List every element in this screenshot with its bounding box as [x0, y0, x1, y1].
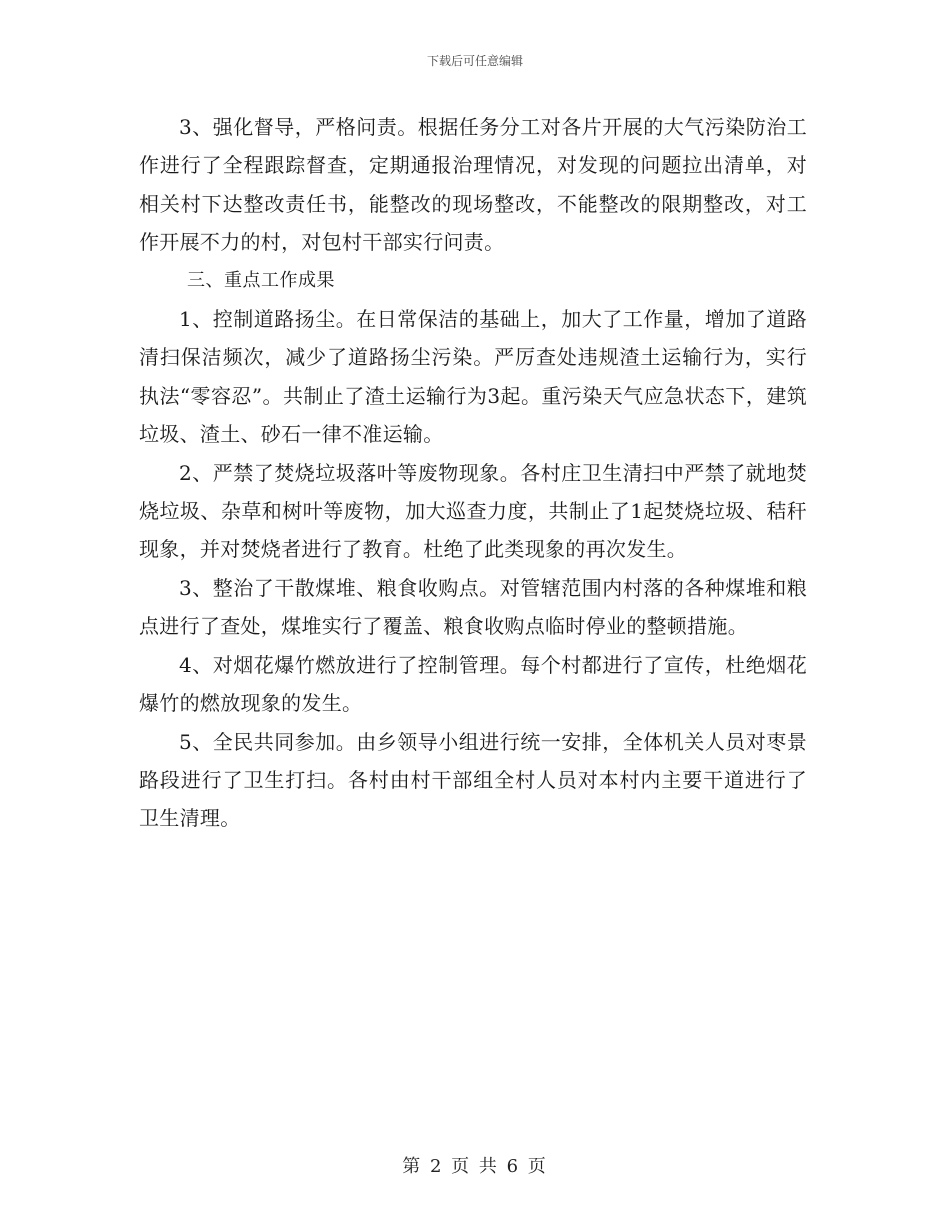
paragraph-3-supervision: 3、强化督导，严格问责。根据任务分工对各片开展的大气污染防治工作进行了全程跟踪督查，定期通报治理情况，对发现的问题拉出清单，对相关村下达整改责任书，能整改的现场整改，不能整改的限期整改，对工作开展不力的村，对包村干部实行问责。	[139, 115, 807, 255]
paragraph-4-fireworks: 4、对烟花爆竹燃放进行了控制管理。每个村都进行了宣传，杜绝烟花爆竹的燃放现象的发生。	[139, 652, 807, 716]
section-heading-key-results: 三、重点工作成果	[187, 269, 335, 291]
page-header: 下载后可任意编辑	[426, 54, 523, 68]
paragraph-2-burning-ban: 2、严禁了焚烧垃圾落叶等废物现象。各村庄卫生清扫中严禁了就地焚烧垃圾、杂草和树叶等废物，加大巡查力度，共制止了1起焚烧垃圾、秸秆现象，并对焚烧者进行了教育。杜绝了此类现象的再次发生。	[139, 460, 807, 562]
document-body	[139, 108, 807, 838]
paragraph-3-coal-grain: 3、整治了干散煤堆、粮食收购点。对管辖范围内村落的各种煤堆和粮点进行了查处，煤堆实行了覆盖、粮食收购点临时停业的整顿措施。	[139, 575, 807, 639]
paragraph-1-road-dust: 1、控制道路扬尘。在日常保洁的基础上，加大了工作量，增加了道路清扫保洁频次，减少了道路扬尘污染。严厉查处违规渣土运输行为，实行执法“零容忍”。共制止了渣土运输行为3起。重污染天气应急状态下，建筑垃圾、渣土、砂石一律不准运输。	[139, 307, 807, 447]
paragraph-5-public-participation: 5、全民共同参加。由乡领导小组进行统一安排，全体机关人员对枣景路段进行了卫生打扫。各村由村干部组全村人员对本村内主要干道进行了卫生清理。	[139, 729, 807, 831]
page-number-footer: 第 2 页 共 6 页	[402, 1156, 548, 1177]
